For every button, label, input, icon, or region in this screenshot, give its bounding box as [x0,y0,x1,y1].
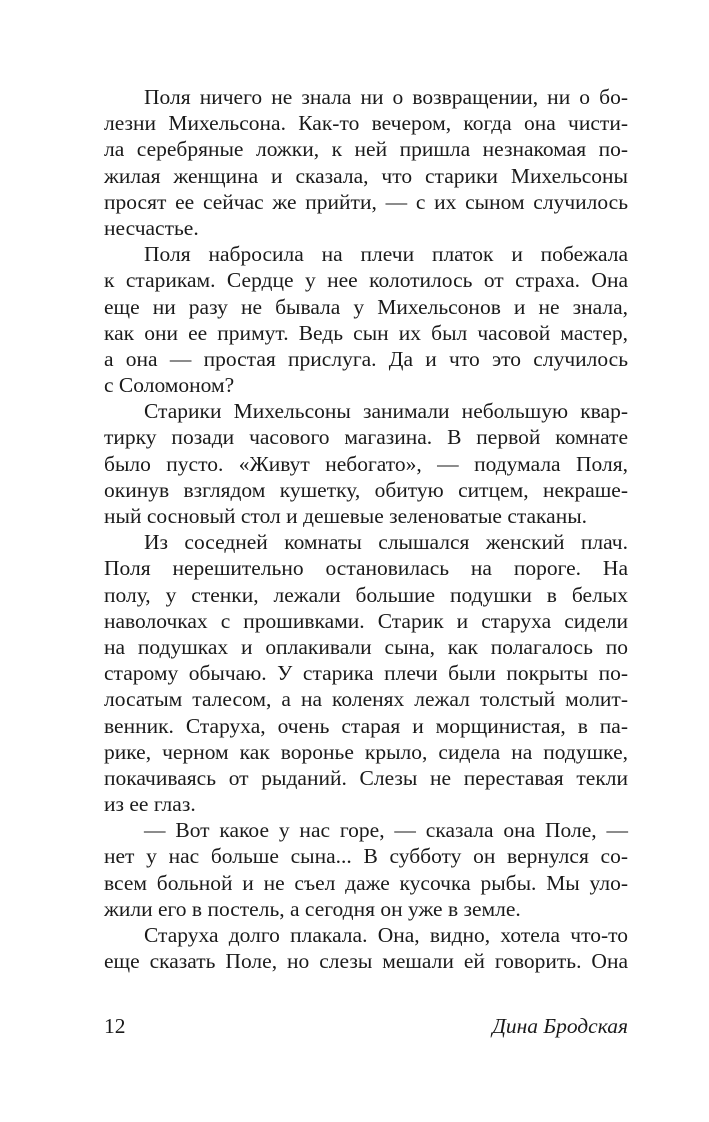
text-line: к старикам. Сердце у нее колотилось от страха. Она [104,268,628,293]
text-line: Поля ничего не знала ни о возвращении, ни о бо- [144,85,628,109]
text-line: Старуха долго плакала. Она, видно, хотела что-то [144,923,628,947]
text-line: жили его в постель, а сегодня он уже в земле. [104,896,521,921]
text-line: еще сказать Поле, но слезы мешали ей говорить. Она [104,949,628,974]
text-line: Из соседней комнаты слышался женский плач. [144,530,628,555]
text-line: покачиваясь от рыданий. Слезы не переставая текли [104,765,628,790]
text-line: как они ее примут. Ведь сын их был часовой мастер, [104,320,628,345]
text-line: просят ее сейчас же прийти, — с их сыном случилось [104,189,628,214]
text-line: с Соломоном? [104,373,235,398]
text-line: на подушках и оплакивали сына, как полагалось по [104,634,628,659]
text-line: Поля набросила на плечи платок и побежала [144,242,628,267]
text-line: жилая женщина и сказала, что старики Михельсоны [104,163,628,188]
text-line: наволочках с прошивками. Старик и старуха сидели [104,608,628,633]
text-line: рике, черном как воронье крыло, сидела на подушке, [104,739,628,764]
text-line: тирку позади часового магазина. В первой комнате [104,425,628,450]
text-line: Поля нерешительно остановилась на пороге. На [104,556,628,581]
running-footer-author: Дина Бродская [492,1014,628,1038]
page-number: 12 [104,1014,126,1038]
text-line: окинув взглядом кушетку, обитую ситцем, некраше- [104,477,628,502]
text-line: из ее глаз. [104,792,196,817]
text-line: ный сосновый стол и дешевые зеленоватые стаканы. [104,504,588,528]
text-line: старому обычаю. У старика плечи были покрыты по- [104,661,628,686]
text-line: венник. Старуха, очень старая и морщинистая, в па- [104,713,628,738]
text-line: Старики Михельсоны занимали небольшую квар- [144,399,628,424]
text-line: лосатым талесом, а на коленях лежал толстый молит- [104,687,628,712]
body-text [104,84,628,974]
text-line: полу, у стенки, лежали большие подушки в белых [104,582,628,607]
text-line: лезни Михельсона. Как-то вечером, когда она чисти- [104,111,628,136]
text-line: нет у нас больше сына... В субботу он вернулся со- [104,844,628,869]
text-line: несчастье. [104,215,199,240]
text-line: — Вот какое у нас горе, — сказала она Поле, — [144,818,628,843]
text-line: а она — простая прислуга. Да и что это случилось [104,346,628,371]
text-line: ла серебряные ложки, к ней пришла незнакомая по- [104,137,628,162]
text-line: было пусто. «Живут небогато», — подумала Поля, [104,451,628,476]
text-line: еще ни разу не бывала у Михельсонов и не знала, [104,294,628,319]
text-line: всем больной и не съел даже кусочка рыбы. Мы уло- [104,870,628,895]
